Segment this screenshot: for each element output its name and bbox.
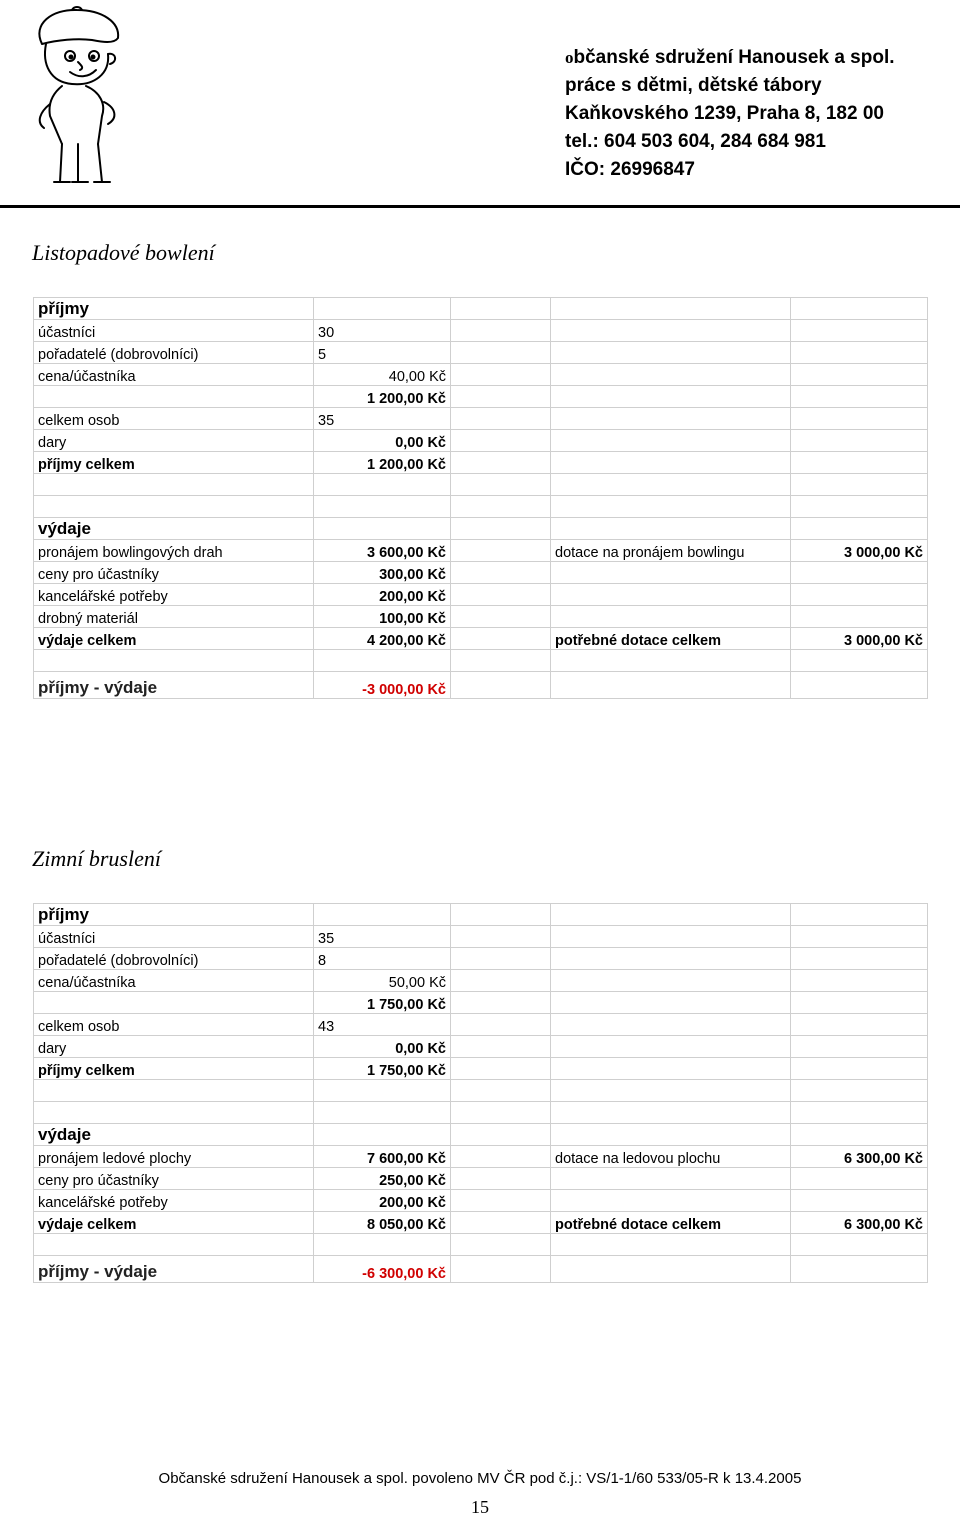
- row-label: ceny pro účastníky: [34, 1168, 314, 1190]
- row-label: výdaje celkem: [34, 628, 314, 650]
- expense-value: 200,00 Kč: [314, 1190, 451, 1212]
- org-address: Kaňkovského 1239, Praha 8, 182 00: [565, 103, 884, 124]
- row-label: účastníci: [34, 926, 314, 948]
- org-name: [565, 44, 895, 72]
- subtotal-value: 1 750,00 Kč: [314, 992, 451, 1014]
- subtotal-value: 1 200,00 Kč: [314, 386, 451, 408]
- income-heading: příjmy: [34, 904, 314, 926]
- table-row: [34, 474, 928, 496]
- subsidy-total-value: 6 300,00 Kč: [791, 1212, 928, 1234]
- row-label: kancelářské potřeby: [34, 1190, 314, 1212]
- table-row: [34, 1014, 928, 1036]
- income-total-value: 1 200,00 Kč: [314, 452, 451, 474]
- expense-heading: výdaje: [34, 518, 314, 540]
- expense-total-value: 8 050,00 Kč: [314, 1212, 451, 1234]
- table-row: [34, 364, 928, 386]
- table-row: [34, 970, 928, 992]
- table-row: [34, 430, 928, 452]
- balance-label: příjmy - výdaje: [34, 672, 314, 699]
- table-row: [34, 1080, 928, 1102]
- table-row: [34, 496, 928, 518]
- row-label: kancelářské potřeby: [34, 584, 314, 606]
- expense-value: 100,00 Kč: [314, 606, 451, 628]
- table-row: [34, 584, 928, 606]
- table-row: [34, 992, 928, 1014]
- table-row: [34, 1256, 928, 1283]
- table-row: [34, 540, 928, 562]
- table-row: [34, 1102, 928, 1124]
- subsidy-total-label: potřebné dotace celkem: [551, 628, 791, 650]
- row-label: pronájem ledové plochy: [34, 1146, 314, 1168]
- row-label: ceny pro účastníky: [34, 562, 314, 584]
- row-label: pořadatelé (dobrovolníci): [34, 342, 314, 364]
- table-row: [34, 1146, 928, 1168]
- table-row: [34, 926, 928, 948]
- row-label: pořadatelé (dobrovolníci): [34, 948, 314, 970]
- table-row: [34, 1168, 928, 1190]
- gifts-value: 0,00 Kč: [314, 1036, 451, 1058]
- expense-value: 7 600,00 Kč: [314, 1146, 451, 1168]
- table-row: [34, 342, 928, 364]
- organizers-value: 5: [314, 342, 451, 364]
- table-row: [34, 904, 928, 926]
- row-label: drobný materiál: [34, 606, 314, 628]
- table-row: [34, 606, 928, 628]
- price-value: 40,00 Kč: [314, 364, 451, 386]
- total-persons-value: 35: [314, 408, 451, 430]
- org-name-initial: o: [565, 48, 574, 67]
- table-row: [34, 672, 928, 699]
- gifts-value: 0,00 Kč: [314, 430, 451, 452]
- participants-value: 35: [314, 926, 451, 948]
- table-row: [34, 1190, 928, 1212]
- table-row: [34, 298, 928, 320]
- org-name-rest: bčanské sdružení Hanousek a spol.: [573, 47, 895, 68]
- table-row: [34, 562, 928, 584]
- expense-value: 200,00 Kč: [314, 584, 451, 606]
- table-row: [34, 408, 928, 430]
- table-row: [34, 628, 928, 650]
- organizers-value: 8: [314, 948, 451, 970]
- income-heading: příjmy: [34, 298, 314, 320]
- hanousek-logo: [22, 4, 132, 186]
- table-row: [34, 1124, 928, 1146]
- org-phone: tel.: 604 503 604, 284 684 981: [565, 131, 826, 152]
- org-ico: IČO: 26996847: [565, 159, 695, 180]
- row-label: účastníci: [34, 320, 314, 342]
- balance-value: -3 000,00 Kč: [314, 672, 451, 699]
- header-divider: [0, 205, 960, 208]
- subsidy-total-value: 3 000,00 Kč: [791, 628, 928, 650]
- table-row: [34, 1212, 928, 1234]
- row-label: příjmy celkem: [34, 452, 314, 474]
- subsidy-label: dotace na pronájem bowlingu: [551, 540, 791, 562]
- row-label: cena/účastníka: [34, 364, 314, 386]
- table-row: [34, 650, 928, 672]
- expense-value: 250,00 Kč: [314, 1168, 451, 1190]
- table-row: [34, 452, 928, 474]
- budget-table-skating: [33, 903, 928, 1283]
- budget-table-bowling: [33, 297, 928, 699]
- expense-value: 3 600,00 Kč: [314, 540, 451, 562]
- subsidy-value: 6 300,00 Kč: [791, 1146, 928, 1168]
- row-label: cena/účastníka: [34, 970, 314, 992]
- org-activity: práce s dětmi, dětské tábory: [565, 75, 822, 96]
- total-persons-value: 43: [314, 1014, 451, 1036]
- row-label: dary: [34, 430, 314, 452]
- subsidy-total-label: potřebné dotace celkem: [551, 1212, 791, 1234]
- participants-value: 30: [314, 320, 451, 342]
- row-label: výdaje celkem: [34, 1212, 314, 1234]
- subsidy-value: 3 000,00 Kč: [791, 540, 928, 562]
- balance-label: příjmy - výdaje: [34, 1256, 314, 1283]
- table-row: [34, 948, 928, 970]
- table-row: [34, 1234, 928, 1256]
- table-row: [34, 1058, 928, 1080]
- table-row: [34, 320, 928, 342]
- row-label: příjmy celkem: [34, 1058, 314, 1080]
- row-label: celkem osob: [34, 408, 314, 430]
- section-title-skating: Zimní bruslení: [32, 846, 161, 871]
- expense-value: 300,00 Kč: [314, 562, 451, 584]
- section-title-bowling: Listopadové bowlení: [32, 240, 215, 265]
- income-total-value: 1 750,00 Kč: [314, 1058, 451, 1080]
- organization-header: [565, 44, 895, 184]
- row-label: pronájem bowlingových drah: [34, 540, 314, 562]
- row-label: dary: [34, 1036, 314, 1058]
- page-number: 15: [471, 1497, 489, 1517]
- price-value: 50,00 Kč: [314, 970, 451, 992]
- table-row: [34, 518, 928, 540]
- balance-value: -6 300,00 Kč: [314, 1256, 451, 1283]
- table-row: [34, 386, 928, 408]
- footer-text: Občanské sdružení Hanousek a spol. povoleno MV ČR pod č.j.: VS/1-1/60 533/05-R k 13.4.2005: [158, 1470, 802, 1487]
- table-row: [34, 1036, 928, 1058]
- row-label: celkem osob: [34, 1014, 314, 1036]
- expense-total-value: 4 200,00 Kč: [314, 628, 451, 650]
- expense-heading: výdaje: [34, 1124, 314, 1146]
- subsidy-label: dotace na ledovou plochu: [551, 1146, 791, 1168]
